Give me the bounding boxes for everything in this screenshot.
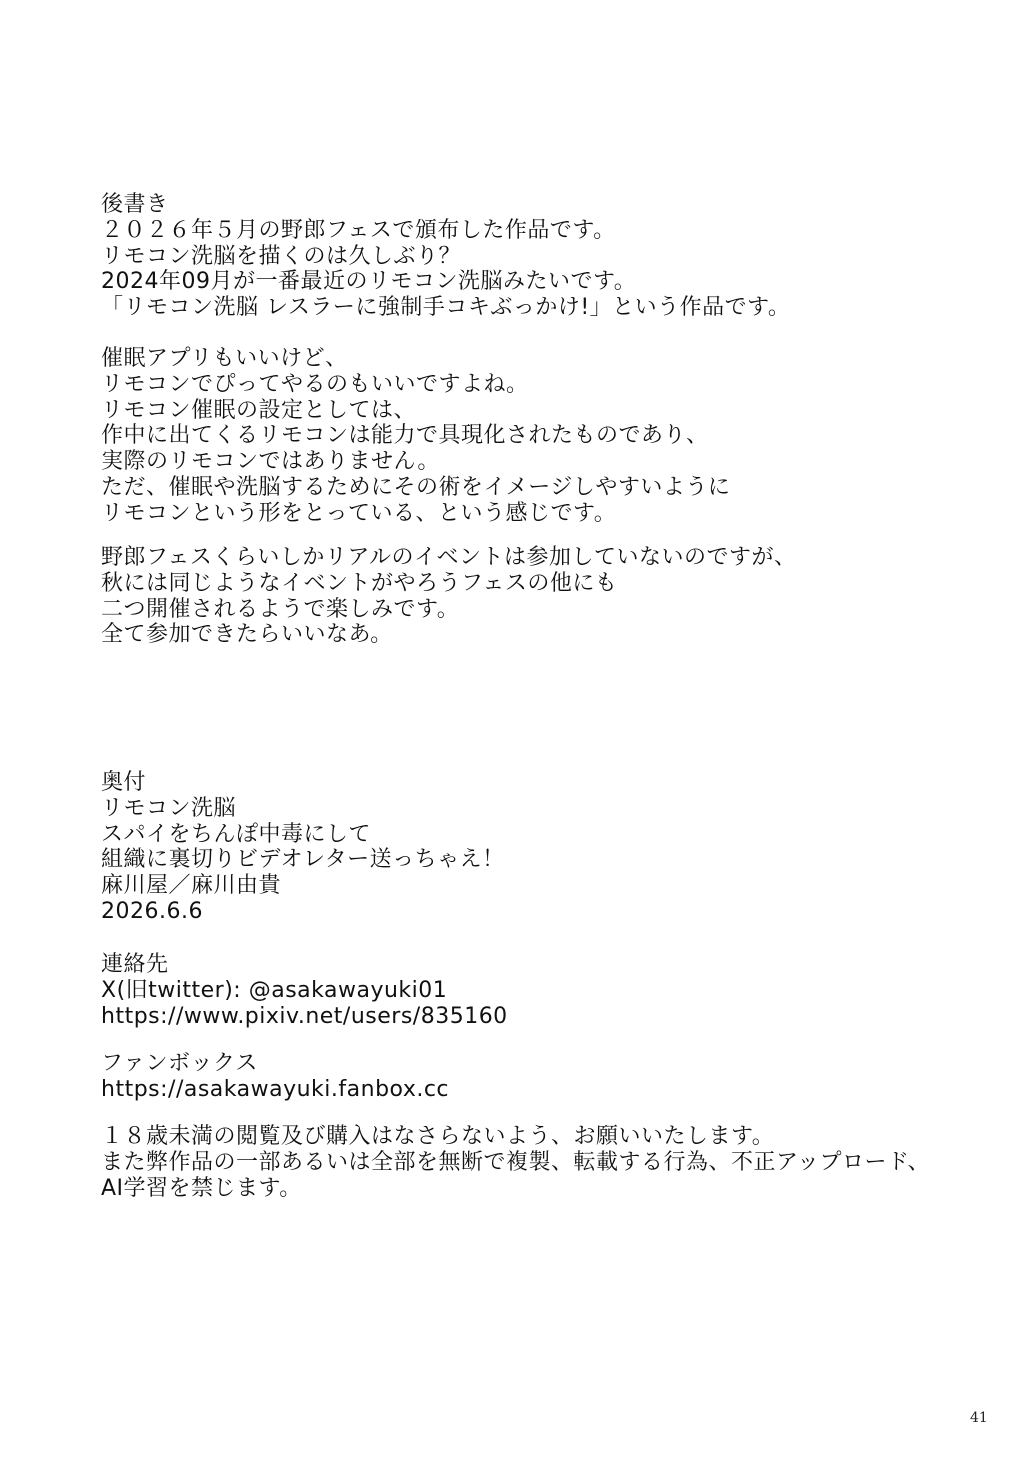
afterword-paragraph-3 bbox=[101, 545, 797, 648]
afterword-heading: 後書き bbox=[101, 192, 169, 217]
afterword-line: 二つ開催されるようで楽しみです。 bbox=[101, 596, 460, 622]
afterword-line: リモコン洗脳を描くのは久しぶり？ bbox=[101, 243, 462, 269]
afterword-line: 「リモコン洗脳 レスラーに強制手コキぶっかけ!」という作品です。 bbox=[101, 295, 791, 321]
notice-line: １８歳未満の閲覧及び購入はなさらないよう、お願いいたします。 bbox=[101, 1124, 775, 1149]
notice-line: AI学習を禁じます。 bbox=[101, 1175, 302, 1201]
colophon-title-line-2: 組織に裏切りビデオレター送っちゃえ！ bbox=[101, 847, 505, 873]
afterword-line: 全て参加できたらいいなあ。 bbox=[101, 622, 393, 648]
afterword-line: 作中に出てくるリモコンは能力で具現化されたものであり、 bbox=[101, 423, 709, 449]
x-account-link[interactable]: X(旧twitter): @asakawayuki01 bbox=[101, 977, 448, 1003]
afterword-line: 野郎フェスくらいしかリアルのイベントは参加していないのですが、 bbox=[101, 545, 797, 570]
fanbox-section bbox=[101, 1051, 449, 1103]
colophon-section bbox=[101, 770, 505, 925]
colophon-title-line-1: スパイをちんぽ中毒にして bbox=[101, 821, 372, 847]
afterword-line: ２０２６年５月の野郎フェスで頒布した作品です。 bbox=[101, 217, 616, 243]
afterword-line: 2024年09月が一番最近のリモコン洗脳みたいです。 bbox=[101, 269, 637, 295]
afterword-line: 催眠アプリもいいけど、 bbox=[101, 346, 348, 371]
notice-line: また弊作品の一部あるいは全部を無断で複製、転載する行為、不正アップロード、 bbox=[101, 1149, 930, 1175]
contact-heading: 連絡先 bbox=[101, 952, 169, 977]
colophon-series: リモコン洗脳 bbox=[101, 795, 237, 821]
contact-section bbox=[101, 952, 508, 1029]
page-number: 41 bbox=[970, 1410, 988, 1426]
afterword-line: リモコンという形をとっている、という感じです。 bbox=[101, 500, 617, 526]
colophon-date: 2026.6.6 bbox=[101, 898, 203, 924]
afterword-line: 秋には同じようなイベントがやろうフェスの他にも bbox=[101, 570, 618, 596]
notice-section bbox=[101, 1124, 930, 1201]
colophon-author: 麻川屋／麻川由貴 bbox=[101, 873, 282, 899]
fanbox-heading: ファンボックス bbox=[101, 1051, 258, 1076]
fanbox-link[interactable]: https://asakawayuki.fanbox.cc bbox=[101, 1076, 450, 1102]
afterword-line: リモコンでぴってやるのもいいですよね。 bbox=[101, 371, 529, 397]
afterword-line: 実際のリモコンではありません。 bbox=[101, 449, 440, 475]
afterword-section bbox=[101, 192, 790, 321]
pixiv-link[interactable]: https://www.pixiv.net/users/835160 bbox=[101, 1003, 508, 1029]
afterword-line: リモコン催眠の設定としては、 bbox=[101, 397, 417, 423]
afterword-line: ただ、催眠や洗脳するためにその術をイメージしやすいように bbox=[101, 474, 731, 500]
afterword-paragraph-2 bbox=[101, 346, 730, 527]
colophon-heading: 奥付 bbox=[101, 770, 147, 795]
